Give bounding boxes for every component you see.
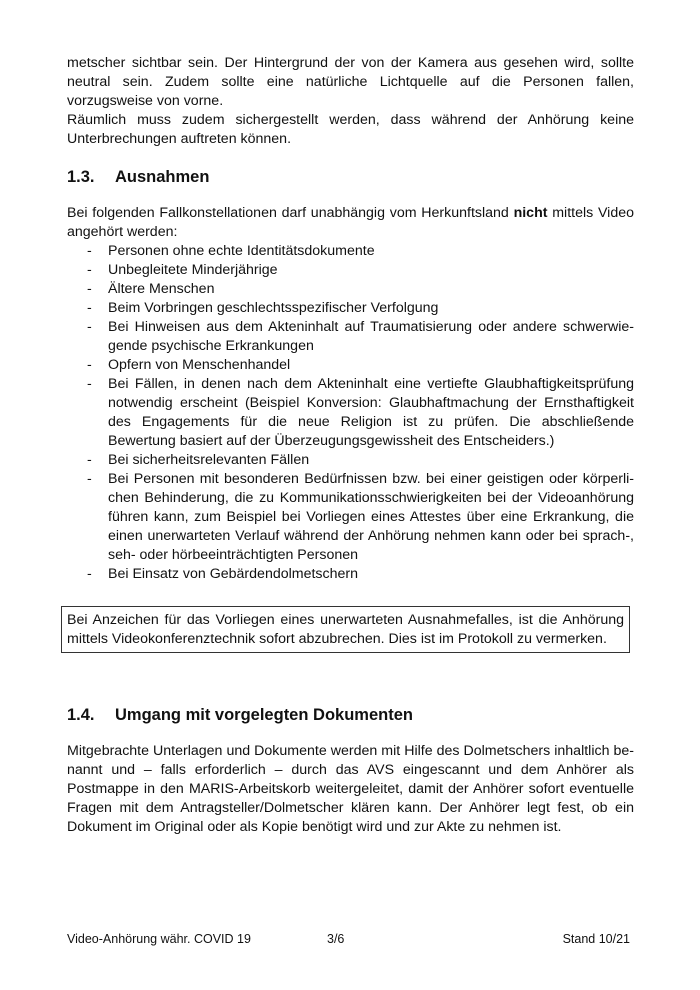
- exceptions-lead-paragraph: [67, 204, 634, 242]
- dash-bullet: -: [87, 376, 92, 392]
- intro-paragraph-2: Räumlich muss zudem sichergestellt werden, dass während der Anhörung keine Unterbrechungen auftreten können.: [67, 112, 634, 147]
- dash-bullet: -: [87, 300, 92, 316]
- dash-bullet: -: [87, 471, 92, 487]
- exception-list-item: [67, 261, 634, 280]
- document-page: [67, 54, 634, 837]
- section-heading-dokumente: [67, 704, 634, 726]
- exception-text: Bei Personen mit besonderen Bedürfnissen bzw. bei einer geistigen oder körperlichen Behinderung, die zu Kommunikationsschwierigkeiten bei der Videoanhörung führen kann, zum Beispiel bei Vorliegen eines Attestes über eine Erkrankung, die einen unerwarteten Verlauf während der Anhörung nehmen kann oder bei sprach-, seh- oder hörbeeinträchtigten Personen: [108, 471, 634, 563]
- abort-notice-text: Bei Anzeichen für das Vorliegen eines unerwarteten Ausnahmefalles, ist die Anhörung mittels Videokonferenztechnik sofort abzubrechen. Dies ist im Protokoll zu vermerken.: [67, 612, 624, 647]
- section-number: 1.4.: [67, 706, 95, 724]
- exception-list-item: [67, 280, 634, 299]
- dash-bullet: -: [87, 243, 92, 259]
- footer-version: Stand 10/21: [562, 932, 630, 946]
- lead-emphasis: nicht: [513, 205, 548, 221]
- exception-list-item: [67, 470, 634, 565]
- section-title: Ausnahmen: [115, 168, 210, 186]
- exception-list-item: [67, 565, 634, 584]
- dash-bullet: -: [87, 357, 92, 373]
- dash-bullet: -: [87, 566, 92, 582]
- exception-list-item: [67, 451, 634, 470]
- dash-bullet: -: [87, 281, 92, 297]
- exception-text: Personen ohne echte Identitätsdokumente: [108, 243, 375, 259]
- exception-text: Beim Vorbringen geschlechtsspezifischer Verfolgung: [108, 300, 439, 316]
- intro-paragraph-1: metscher sichtbar sein. Der Hintergrund der von der Kamera aus gesehen wird, sollte neutral sein. Zudem sollte eine natürliche Lichtquelle auf die Personen fallen, vorzugsweise von vorne.: [67, 55, 634, 109]
- exception-list-item: [67, 318, 634, 356]
- exception-text: Bei sicherheitsrelevanten Fällen: [108, 452, 310, 468]
- exception-text: Bei Einsatz von Gebärdendolmetschern: [108, 566, 358, 582]
- exception-text: Bei Hinweisen aus dem Akteninhalt auf Traumatisierung oder andere schwerwiegende psychische Erkrankungen: [108, 319, 634, 354]
- exception-list-item: [67, 242, 634, 261]
- exception-text: Opfern von Menschenhandel: [108, 357, 291, 373]
- exception-list-item: [67, 375, 634, 451]
- exception-text: Bei Fällen, in denen nach dem Akteninhalt eine vertiefte Glaubhaftigkeitsprüfung notwendig erscheint (Beispiel Konversion: Glaubhaftmachung der Ernsthaftigkeit des Engagements für die neue Religion ist zu prüfen. Die abschließende Bewertung basiert auf der Überzeugungsgewissheit des Entscheiders.): [108, 376, 634, 449]
- footer-document-title: Video-Anhörung währ. COVID 19: [67, 932, 251, 946]
- exception-text: Ältere Menschen: [108, 281, 215, 297]
- section-title: Umgang mit vorgelegten Dokumenten: [115, 706, 413, 724]
- dash-bullet: -: [87, 262, 92, 278]
- exception-list-item: [67, 356, 634, 375]
- dash-bullet: -: [87, 452, 92, 468]
- lead-text-end: mittels Video angehört werden:: [67, 205, 634, 240]
- documents-paragraph: Mitgebrachte Unterlagen und Dokumente werden mit Hilfe des Dolmetschers inhaltlich benannt und – falls erforderlich – durch das AVS eingescannt und dem Anhörer als Postmappe in den MARIS-Arbeitskorb weitergeleitet, damit der Anhörer sofort eventuelle Fragen mit dem Antragsteller/Dolmetscher klären kann. Der Anhörer legt fest, ob ein Dokument im Original oder als Kopie benötigt wird und zur Akte zu nehmen ist.: [67, 743, 634, 835]
- section-number: 1.3.: [67, 168, 95, 186]
- dash-bullet: -: [87, 319, 92, 335]
- exceptions-list: [67, 242, 634, 584]
- exception-text: Unbegleitete Minderjährige: [108, 262, 278, 278]
- section-heading-ausnahmen: [67, 166, 634, 188]
- exception-list-item: [67, 299, 634, 318]
- lead-text: Bei folgenden Fallkonstellationen darf unabhängig vom Herkunftsland: [67, 205, 514, 221]
- footer-page-number: 3/6: [327, 932, 345, 946]
- abort-notice-box: [61, 606, 630, 653]
